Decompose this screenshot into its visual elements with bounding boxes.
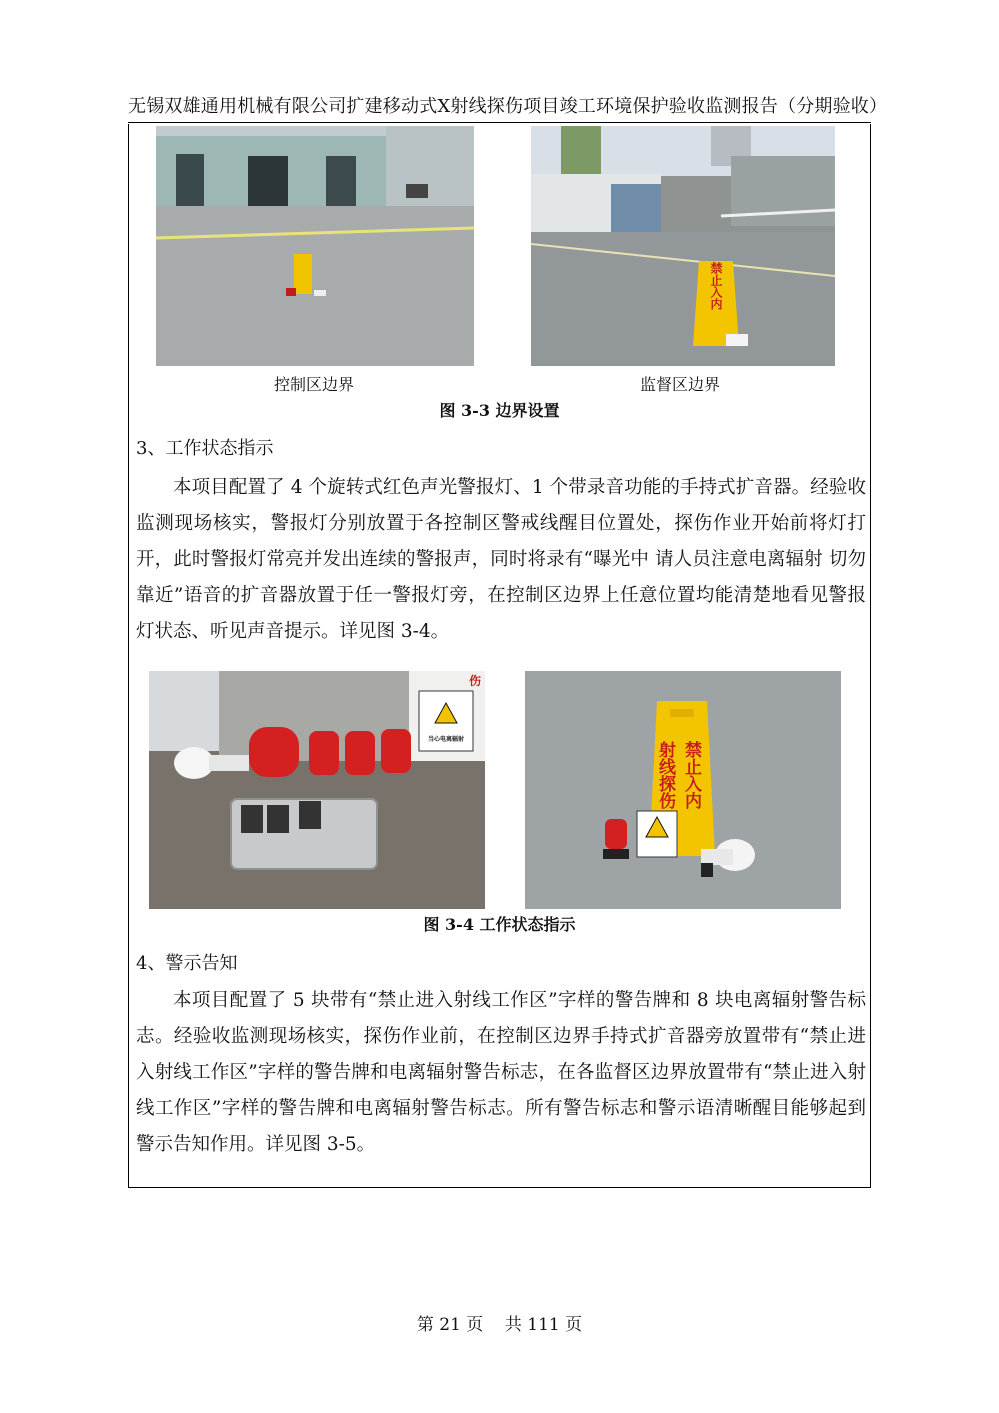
section-4-heading: 4、警示告知 [136,953,238,974]
sign-text-禁止入内: 禁止入内 [709,262,723,310]
figure-3-4-title: 图 3-4 工作状态指示 [423,915,576,934]
alarm-equipment-photo [149,671,485,909]
report-header-title: 无锡双雄通用机械有限公司扩建移动式X射线探伤项目竣工环境保护验收监测报告（分期验收） [128,96,888,117]
sign-col-2-text: 射线探伤 [655,741,675,809]
sign-partial-text: 伤 [469,674,482,688]
section-3-paragraph: 本项目配置了 4 个旋转式红色声光警报灯、1 个带录音功能的手持式扩音器。经验收监测现场核实，警报灯分别放置于各控制区警戒线醒目位置处，探伤作业开始前将灯打开，此时警报灯常亮并发出连续的警报声，同时将录有“曝光中 请人员注意电离辐射 切勿靠近”语音的扩音器放置于任一警报灯旁，在控制区边界上任意位置均能清楚地看见警报灯状态、听见声音提示。详见图 3-4。 [136,477,866,642]
header-rule [128,122,871,123]
sign-label-text: 当心电离辐射 [427,736,465,743]
caption-supervision-zone: 监督区边界 [640,375,721,394]
caption-control-zone: 控制区边界 [274,375,355,394]
page-footer: 第 21 页 共 111 页 [416,1315,583,1335]
section-3-heading: 3、工作状态指示 [136,438,274,459]
content-frame [128,124,871,1188]
warning-sign-photo [525,671,841,909]
supervision-zone-boundary-photo [531,126,835,366]
sign-col-1-text: 禁止入内 [681,741,701,809]
section-4-paragraph: 本项目配置了 5 块带有“禁止进入射线工作区”字样的警告牌和 8 块电离辐射警告标志。经验收监测现场核实，探伤作业前，在控制区边界手持式扩音器旁放置带有“禁止进入射线工作区”字样的警告牌和电离辐射警告标志，在各监督区边界放置带有“禁止进入射线工作区”字样的警告牌和电离辐射警告标志。所有警告标志和警示语清晰醒目能够起到警示告知作用。详见图 3-5。 [136,990,866,1155]
figure-3-3-title: 图 3-3 边界设置 [439,401,560,420]
control-zone-boundary-photo [156,126,474,366]
